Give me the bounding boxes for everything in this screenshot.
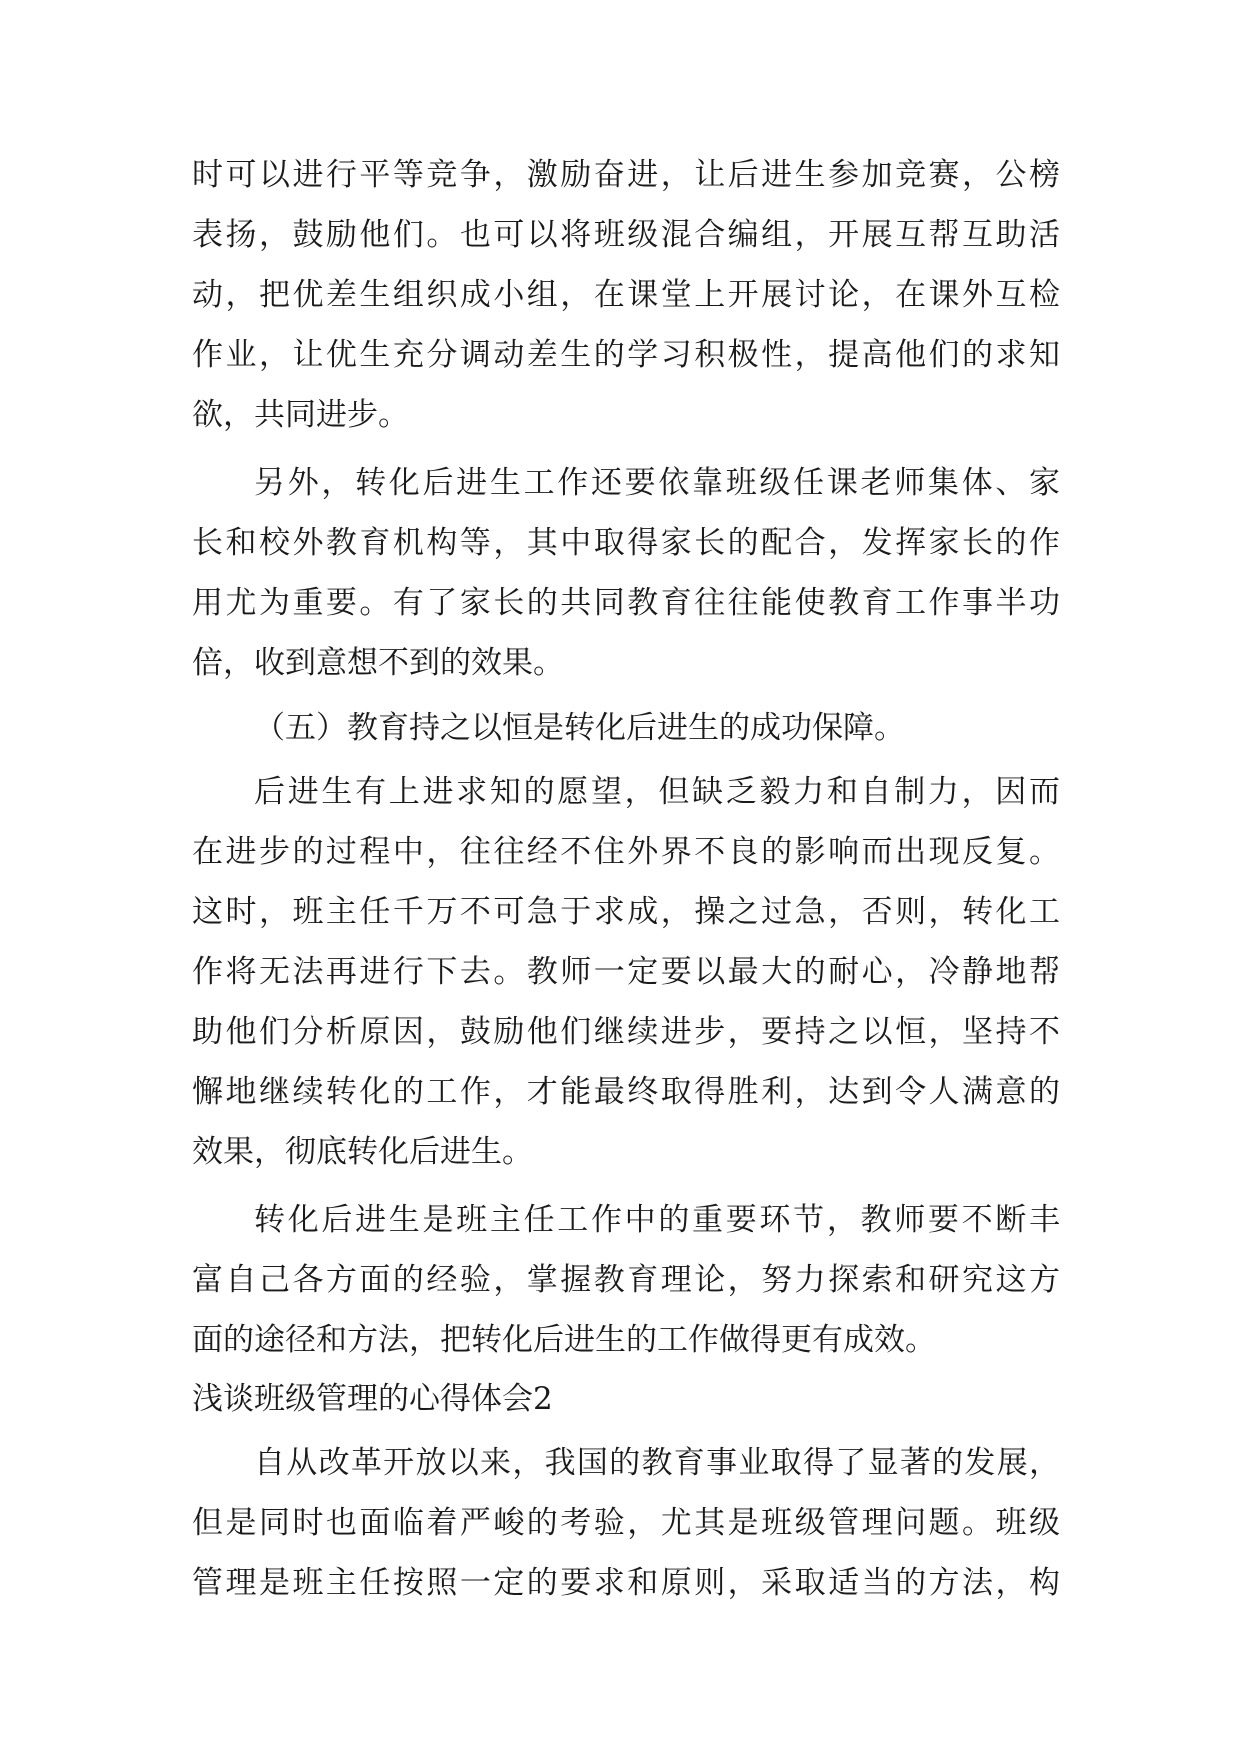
paragraph-line: 在进步的过程中，往往经不住外界不良的影响而出现反复。 xyxy=(192,834,1060,870)
paragraph-line: 面的途径和方法，把转化后进生的工作做得更有成效。 xyxy=(192,1322,936,1358)
paragraph-line: 自从改革开放以来，我国的教育事业取得了显著的发展， xyxy=(254,1445,1060,1481)
paragraph-line: 用尤为重要。有了家长的共同教育往往能使教育工作事半功 xyxy=(192,585,1060,621)
article-title: 浅谈班级管理的心得体会2 xyxy=(192,1381,553,1417)
paragraph-line: 转化后进生是班主任工作中的重要环节，教师要不断丰 xyxy=(254,1202,1060,1238)
paragraph-line: 作业，让优生充分调动差生的学习积极性，提高他们的求知 xyxy=(192,337,1060,373)
paragraph-line: 这时，班主任千万不可急于求成，操之过急，否则，转化工 xyxy=(192,894,1060,930)
paragraph-line: 管理是班主任按照一定的要求和原则，采取适当的方法，构 xyxy=(192,1565,1060,1601)
paragraph-line: 效果，彻底转化后进生。 xyxy=(192,1134,533,1170)
section-heading: （五）教育持之以恒是转化后进生的成功保障。 xyxy=(254,710,905,746)
paragraph-line: 助他们分析原因，鼓励他们继续进步，要持之以恒，坚持不 xyxy=(192,1014,1060,1050)
paragraph-line: 欲，共同进步。 xyxy=(192,397,409,433)
paragraph-line: 长和校外教育机构等，其中取得家长的配合，发挥家长的作 xyxy=(192,525,1060,561)
paragraph-line: 懈地继续转化的工作，才能最终取得胜利，达到令人满意的 xyxy=(192,1074,1060,1110)
paragraph-line: 后进生有上进求知的愿望，但缺乏毅力和自制力，因而 xyxy=(254,774,1060,810)
paragraph-line: 表扬，鼓励他们。也可以将班级混合编组，开展互帮互助活 xyxy=(192,217,1060,253)
paragraph-line: 动，把优差生组织成小组，在课堂上开展讨论，在课外互检 xyxy=(192,277,1060,313)
paragraph-line: 富自己各方面的经验，掌握教育理论，努力探索和研究这方 xyxy=(192,1262,1060,1298)
paragraph-line: 作将无法再进行下去。教师一定要以最大的耐心，冷静地帮 xyxy=(192,954,1060,990)
paragraph-line: 但是同时也面临着严峻的考验，尤其是班级管理问题。班级 xyxy=(192,1505,1060,1541)
paragraph-line: 时可以进行平等竞争，激励奋进，让后进生参加竞赛，公榜 xyxy=(192,157,1060,193)
paragraph-line: 倍，收到意想不到的效果。 xyxy=(192,645,564,681)
paragraph-line: 另外，转化后进生工作还要依靠班级任课老师集体、家 xyxy=(254,465,1060,501)
